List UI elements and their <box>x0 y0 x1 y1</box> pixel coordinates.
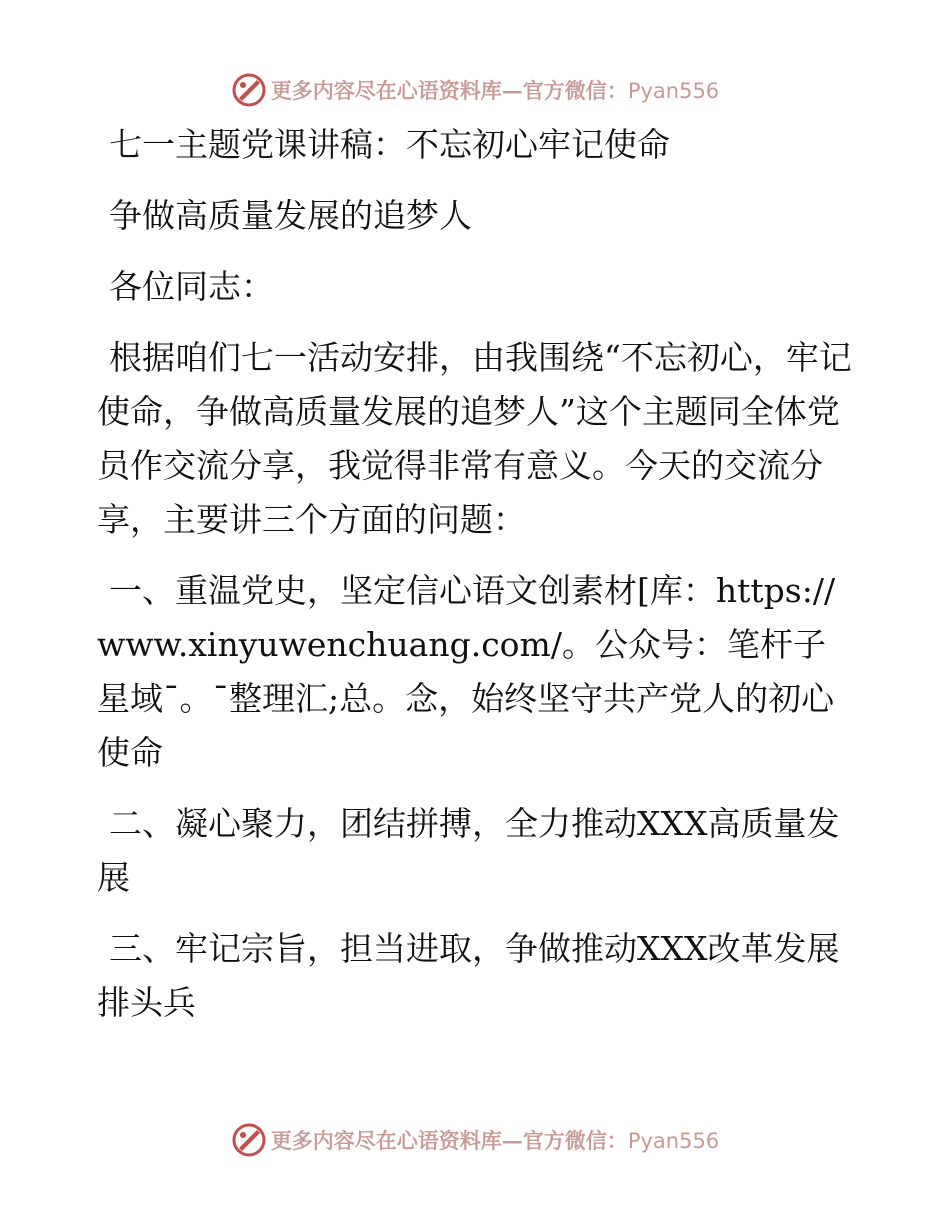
footer-watermark <box>0 1120 950 1160</box>
logo-icon <box>231 1122 267 1158</box>
document-body <box>97 118 857 1047</box>
watermark-text: 更多内容尽在心语资料库—官方微信： <box>270 78 628 103</box>
point-two: 二、凝心聚力，团结拼搏，全力推动XXX高质量发展 <box>97 804 840 897</box>
document-title: 七一主题党课讲稿：不忘初心牢记使命 <box>109 125 670 164</box>
intro-paragraph: 根据咱们七一活动安排，由我围绕“不忘初心，牢记使命，争做高质量发展的追梦人”这个主题同全体党员作交流分享，我觉得非常有意义。今天的交流分享，主要讲三个方面的问题： <box>97 338 852 539</box>
point-one: 一、重温党史，坚定信心语文创素材[库：https://www.xinyuwenchuang.com/。公众号：笔杆子星域¯。¯整理汇;总。念，始终坚守共产党人的初心使命 <box>97 571 836 772</box>
document-subtitle: 争做高质量发展的追梦人 <box>109 196 472 235</box>
watermark-wechat: Pyan556 <box>627 79 720 103</box>
logo-icon <box>231 72 267 108</box>
watermark-text: 更多内容尽在心语资料库—官方微信： <box>270 1128 628 1153</box>
watermark-wechat: Pyan556 <box>627 1129 720 1153</box>
point-three: 三、牢记宗旨，担当进取，争做推动XXX改革发展排头兵 <box>97 929 840 1022</box>
salutation: 各位同志： <box>109 267 274 306</box>
header-watermark <box>0 70 950 110</box>
